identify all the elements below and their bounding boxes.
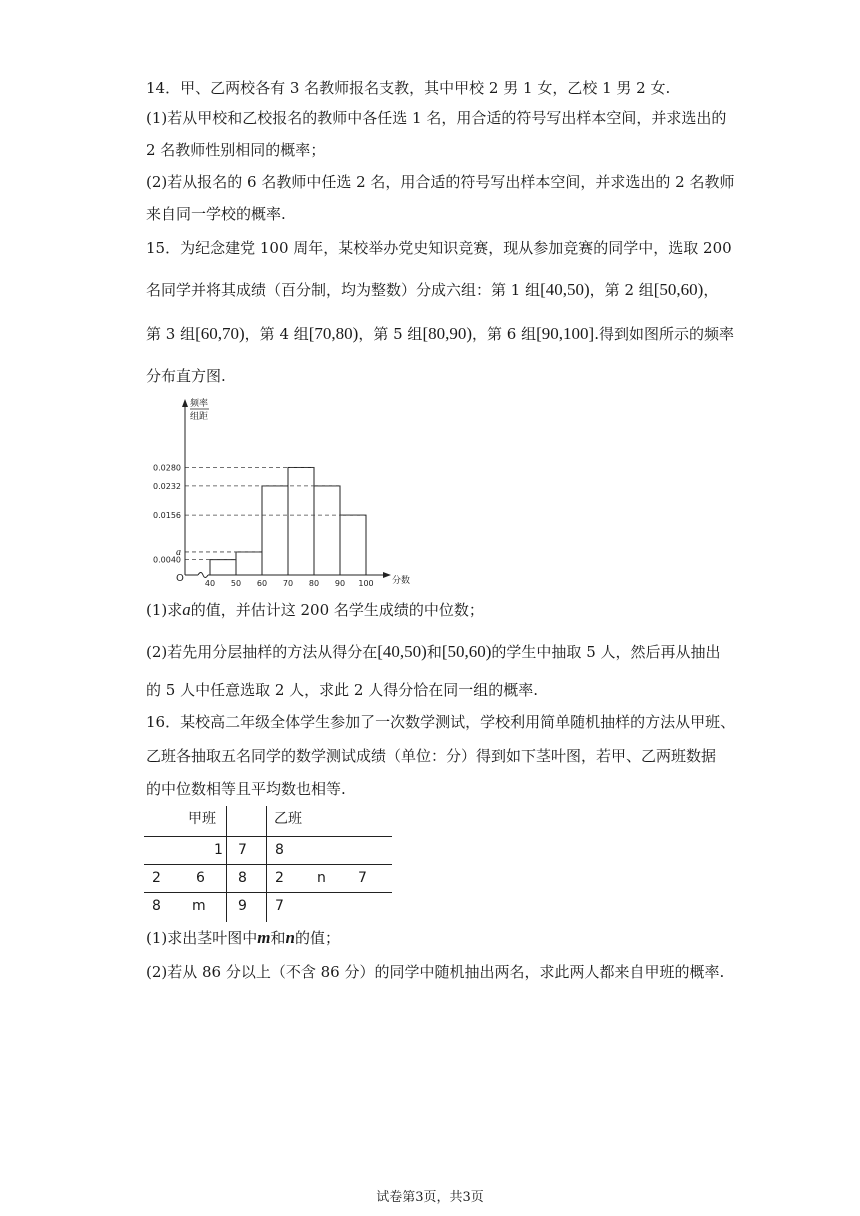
q15-group3-interval: [60,70) bbox=[195, 324, 245, 343]
q14-part1-line1: (1)若从甲校和乙校报名的教师中各任选 1 名，用合适的符号写出样本空间，并求选出的 bbox=[146, 109, 727, 127]
q14-part2-line2: 来自同一学校的概率. bbox=[146, 205, 286, 223]
y-axis-arrow bbox=[182, 399, 188, 407]
table-divider bbox=[144, 892, 392, 893]
q15-text: (1)求 bbox=[146, 601, 183, 619]
x-tick-label: 80 bbox=[308, 579, 320, 588]
q16-part2: (2)若从 86 分以上（不含 86 分）的同学中随机抽出两名，求此两人都来自甲班的概率. bbox=[146, 963, 725, 981]
y-tick-label: 0.0156 bbox=[153, 511, 181, 521]
leaf-right: 8 bbox=[275, 842, 284, 858]
q15-group4-interval: [70,80) bbox=[308, 324, 359, 343]
q15-interval: [40,50) bbox=[377, 642, 427, 661]
stem-value: 8 bbox=[238, 870, 247, 886]
y-axis-label: 频率 bbox=[190, 399, 209, 409]
leaf-right: 2 bbox=[275, 870, 284, 886]
x-axis-label: 分数 bbox=[392, 576, 411, 586]
q16-part1 bbox=[146, 928, 340, 948]
variable-n: n bbox=[285, 928, 295, 947]
y-tick-label: a bbox=[176, 546, 181, 558]
q15-group1-interval: [40,50) bbox=[540, 280, 590, 299]
q15-stem-line3 bbox=[146, 324, 734, 344]
q15-text: ，第 6 组 bbox=[472, 325, 537, 343]
q15-text: 的值，并估计这 200 名学生成绩的中位数； bbox=[190, 601, 484, 619]
q16-text: 的值； bbox=[294, 929, 340, 947]
leaf-left: 8 bbox=[152, 898, 161, 914]
leaf-left: 1 bbox=[214, 842, 223, 858]
q14-part1-line2: 2 名教师性别相同的概率； bbox=[146, 141, 326, 159]
histogram-bar bbox=[210, 560, 236, 575]
x-tick-label: 40 bbox=[204, 579, 216, 588]
q15-part2-line1 bbox=[146, 642, 721, 662]
q15-text: (2)若先用分层抽样的方法从得分在 bbox=[146, 643, 378, 661]
q14-stem: 14．甲、乙两校各有 3 名教师报名支教，其中甲校 2 男 1 女，乙校 1 男 2 女. bbox=[146, 79, 671, 97]
y-axis-label: 组距 bbox=[190, 412, 209, 422]
y-tick-label: 0.0280 bbox=[153, 463, 181, 473]
leaf-left: 6 bbox=[196, 870, 205, 886]
q15-group5-interval: [80,90) bbox=[422, 324, 473, 343]
q14-part2-line1: (2)若从报名的 6 名教师中任选 2 名，用合适的符号写出样本空间，并求选出的 2 名教师 bbox=[146, 173, 735, 191]
q16-text: 和 bbox=[270, 929, 286, 947]
q15-text: .得到如图所示的频率 bbox=[594, 325, 734, 343]
q15-interval: [50,60) bbox=[441, 642, 492, 661]
leaf-left-unknown-m: m bbox=[192, 898, 206, 914]
variable-m: m bbox=[257, 928, 271, 947]
origin-label: O bbox=[176, 573, 184, 584]
histogram-bar bbox=[236, 552, 262, 575]
q15-stem-line1: 15．为纪念建党 100 周年，某校举办党史知识竞赛，现从参加竞赛的同学中，选取 200 bbox=[146, 239, 732, 257]
q16-stem-line3: 的中位数相等且平均数也相等. bbox=[146, 780, 346, 798]
histogram-bar bbox=[288, 467, 314, 575]
histogram-bar bbox=[262, 486, 288, 575]
y-tick-label: 0.0040 bbox=[153, 555, 181, 565]
stem-value: 7 bbox=[238, 842, 247, 858]
q15-part1 bbox=[146, 600, 484, 620]
table-divider bbox=[144, 836, 392, 837]
q15-text: ，第 2 组 bbox=[589, 281, 654, 299]
table-header-right: 乙班 bbox=[274, 811, 302, 827]
histogram-bar bbox=[340, 515, 366, 575]
histogram-bar bbox=[314, 486, 340, 575]
variable-a: a bbox=[182, 600, 191, 619]
stem-value: 9 bbox=[238, 898, 247, 914]
q15-part2-line2: 的 5 人中任意选取 2 人，求此 2 人得分恰在同一组的概率. bbox=[146, 681, 539, 699]
q15-text: ，第 5 组 bbox=[358, 325, 423, 343]
q15-text: 名同学并将其成绩（百分制，均为整数）分成六组：第 1 组 bbox=[146, 281, 541, 299]
x-tick-label: 70 bbox=[282, 579, 294, 588]
q16-text: (1)求出茎叶图中 bbox=[146, 929, 258, 947]
q15-text: 的学生中抽取 5 人，然后再从抽出 bbox=[491, 643, 721, 661]
table-header-left: 甲班 bbox=[188, 811, 216, 827]
stem-leaf-table bbox=[144, 806, 392, 922]
page-footer: 试卷第3页，共3页 bbox=[376, 1190, 484, 1205]
leaf-right: 7 bbox=[358, 870, 367, 886]
q15-text: ，第 4 组 bbox=[244, 325, 309, 343]
q15-stem-line4: 分布直方图. bbox=[146, 367, 226, 385]
q16-stem-line2: 乙班各抽取五名同学的数学测试成绩（单位：分）得到如下茎叶图，若甲、乙两班数据 bbox=[146, 747, 717, 765]
leaf-right: 7 bbox=[275, 898, 284, 914]
frequency-histogram bbox=[140, 392, 430, 590]
table-divider bbox=[144, 864, 392, 865]
y-tick-label: 0.0232 bbox=[153, 481, 181, 491]
leaf-left: 2 bbox=[152, 870, 161, 886]
axis-break-mark bbox=[198, 573, 208, 578]
q15-text: 和 bbox=[426, 643, 442, 661]
q15-group2-interval: [50,60) bbox=[653, 280, 704, 299]
q15-text: ， bbox=[703, 281, 719, 299]
x-tick-label: 90 bbox=[334, 579, 346, 588]
x-tick-label: 50 bbox=[230, 579, 242, 588]
q15-stem-line2 bbox=[146, 280, 718, 300]
leaf-right-unknown-n: n bbox=[317, 870, 326, 886]
q16-stem-line1: 16．某校高二年级全体学生参加了一次数学测试，学校利用简单随机抽样的方法从甲班、 bbox=[146, 713, 736, 731]
x-tick-label: 60 bbox=[256, 579, 268, 588]
x-axis-arrow bbox=[383, 572, 391, 578]
x-tick-label: 100 bbox=[358, 579, 374, 588]
q15-text: 第 3 组 bbox=[146, 325, 196, 343]
q15-group6-interval: [90,100] bbox=[536, 324, 595, 343]
